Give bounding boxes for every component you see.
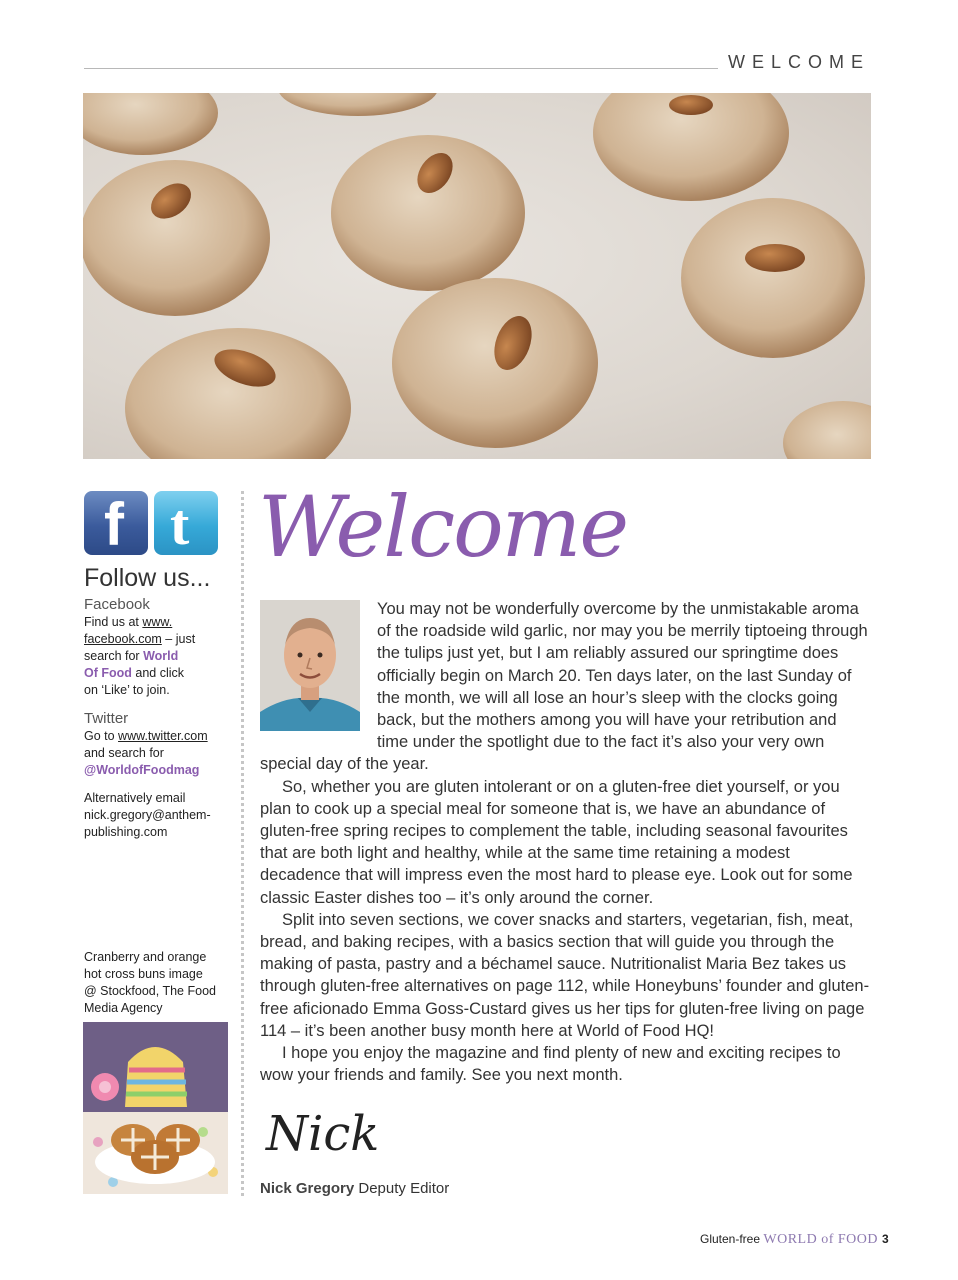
author-name: Nick Gregory	[260, 1180, 355, 1197]
facebook-icon[interactable]: f	[84, 491, 148, 555]
text: – just	[161, 632, 196, 646]
twitter-icon[interactable]: t	[154, 491, 218, 555]
text: on ‘Like’ to join.	[84, 683, 170, 697]
header-rule	[84, 68, 718, 69]
author-role: Deputy Editor	[354, 1180, 450, 1197]
text: Alternatively email	[84, 791, 186, 805]
text: and search for	[84, 746, 164, 760]
email-address-cont[interactable]: publishing.com	[84, 825, 168, 839]
email-address[interactable]: nick.gregory@anthem-	[84, 808, 211, 822]
text: search for	[84, 649, 144, 663]
hero-image-almond-cookies	[83, 93, 871, 459]
editor-letter	[260, 598, 872, 1086]
hot-cross-buns-image	[83, 1022, 228, 1194]
page-footer	[700, 1232, 889, 1248]
text: @ Stockfood, The Food	[84, 984, 216, 998]
section-label: WELCOME	[728, 52, 871, 72]
brand-name: World	[143, 649, 179, 663]
text: and click	[131, 666, 185, 680]
twitter-link[interactable]: www.twitter.com	[118, 729, 208, 743]
text: hot cross buns image	[84, 967, 203, 981]
facebook-heading: Facebook	[84, 596, 150, 613]
portrait-spacer	[260, 598, 377, 748]
paragraph-3: Split into seven sections, we cover snacks and starters, vegetarian, fish, meat, bread, and baking recipes, with a basics section that will guide you through the making of pasta, pastry and a béchamel sauce. Nutritionalist Maria Bez takes us through gluten-free alternatives on page 112, while Honeybuns’ founder and gluten-free aficionado Emma Goss-Custard gives us her tips for gluten-free living on page 114 – it’s been another busy month here at World of Food HQ!	[260, 910, 870, 1040]
page-title: Welcome	[258, 478, 628, 576]
byline	[260, 1180, 449, 1197]
facebook-instructions	[84, 614, 234, 699]
twitter-handle[interactable]: @WorldofFoodmag	[84, 763, 200, 777]
text: Cranberry and orange	[84, 950, 207, 964]
text: Find us at	[84, 615, 143, 629]
image-credit	[84, 949, 234, 1017]
brand-name-cont: Of Food	[84, 666, 132, 680]
twitter-heading: Twitter	[84, 710, 129, 727]
paragraph-2: So, whether you are gluten intolerant or on a gluten-free diet yourself, or you plan to cook up a special meal for someone that is, we have an abundance of gluten-free spring recipes to complement the table, including seasonal favourites that are both light and healthy, while at the same time retaining a modest decadence that will impress even the most hard to please eye. Look out for some classic Easter dishes too – it’s only around the corner.	[260, 777, 853, 907]
facebook-link[interactable]: www.	[142, 615, 173, 629]
text: Go to	[84, 729, 119, 743]
paragraph-1: You may not be wonderfully overcome by the unmistakable aroma of the roadside wild garlic, nor may you be merrily tiptoeing through the tulips just yet, but I am reliably assured our springtime does officially begin on March 20. Ten days later, on the last Sunday of the month, we will all lose an hour’s sleep with the clocks going back, but the mothers among you will have your retribution and time under the spotlight due to the fact it’s also your very own special day of the year.	[260, 600, 868, 774]
column-divider	[241, 491, 244, 1196]
page-number: 3	[881, 1232, 889, 1246]
alternative-contact	[84, 790, 234, 841]
magazine-logo: WORLD of FOOD	[763, 1232, 878, 1247]
footer-prefix: Gluten-free	[700, 1232, 764, 1246]
facebook-link-cont[interactable]: facebook.com	[84, 632, 162, 646]
follow-heading: Follow us...	[84, 564, 211, 592]
twitter-instructions	[84, 728, 234, 779]
signature: Nick	[266, 1106, 380, 1162]
social-icons	[84, 491, 218, 560]
paragraph-4: I hope you enjoy the magazine and find plenty of new and exciting recipes to wow your friends and family. See you next month.	[260, 1044, 841, 1085]
text: Media Agency	[84, 1001, 163, 1015]
